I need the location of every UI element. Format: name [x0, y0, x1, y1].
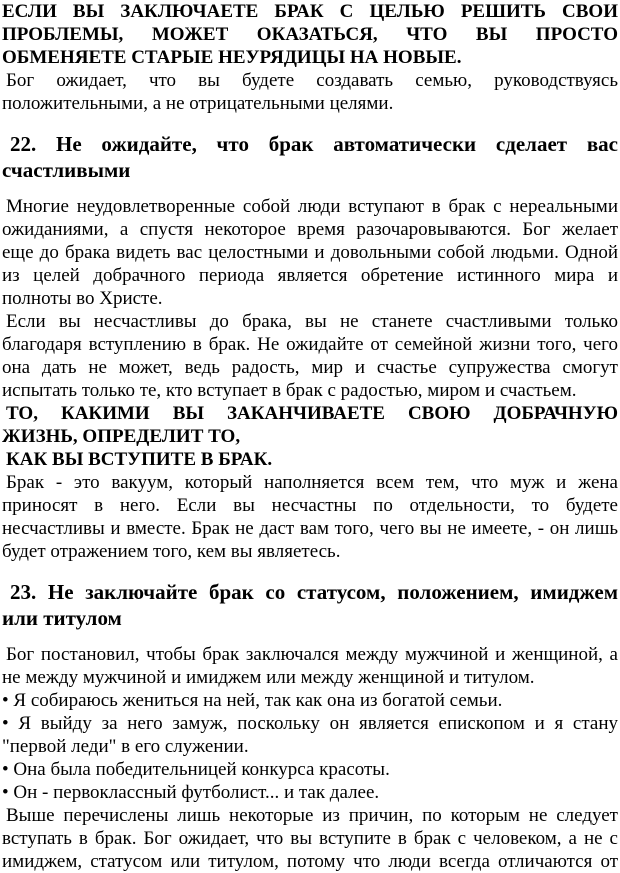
text-line: Если вы несчастливы до брака, вы не станете счастливыми только — [6, 311, 618, 332]
text-line: положительными, а не отрицательными целями. — [2, 93, 394, 114]
heading-line: 23. Не заключайте брак со статусом, положением, имиджем — [10, 580, 618, 604]
document-page — [2, 0, 618, 873]
caps-line: ОБМЕНЯЕТЕ СТАРЫЕ НЕУРЯДИЦЫ НА НОВЫЕ. — [2, 47, 462, 68]
text-line: Выше перечислены лишь некоторые из причин, по которым не следует — [6, 805, 618, 826]
paragraph-intro — [2, 69, 618, 115]
text-line: она дать не может, ведь радость, мир и счастье супружества смогут — [2, 357, 618, 378]
section-23-paragraph-1 — [2, 643, 618, 689]
section-23-bullet-list — [2, 689, 618, 804]
text-line: Многие неудовлетворенные собой люди вступают в брак с нереальными — [6, 196, 618, 217]
caps-line: ПРОБЛЕМЫ, МОЖЕТ ОКАЗАТЬСЯ, ЧТО ВЫ ПРОСТО — [2, 24, 618, 45]
text-line: ожиданиями, а спустя некоторое время разочаровываются. Бог желает — [2, 219, 618, 240]
text-line: Брак - это вакуум, который наполняется всем тем, что муж и жена — [6, 472, 618, 493]
caps-line: ТО, КАКИМИ ВЫ ЗАКАНЧИВАЕТЕ СВОЮ ДОБРАЧНУЮ — [6, 403, 618, 424]
list-item: • Я собираюсь жениться на ней, так как она из богатой семьи. — [2, 690, 503, 711]
caps-line: ЖИЗНЬ, ОПРЕДЕЛИТ ТО, — [2, 426, 241, 447]
caps-statement-1 — [2, 0, 618, 69]
caps-line: ЕСЛИ ВЫ ЗАКЛЮЧАЕТЕ БРАК С ЦЕЛЬЮ РЕШИТЬ СВОИ — [2, 1, 618, 22]
text-line: несчастливы и вместе. Брак не даст вам того, чего вы не имеете, - он лишь — [2, 518, 618, 539]
text-line: благодаря вступлению в брак. Не ожидайте от семейной жизни того, чего — [2, 334, 618, 355]
text-line: вступать в брак. Бог ожидает, что вы вступите в брак с человеком, а не с — [2, 828, 618, 849]
heading-line: или титулом — [2, 606, 122, 630]
section-23-paragraph-2 — [2, 804, 618, 873]
list-item: • Он - первоклассный футболист... и так далее. — [2, 782, 380, 803]
section-22-paragraph-2 — [2, 310, 618, 402]
caps-statement-2 — [2, 402, 618, 471]
heading-line: счастливыми — [2, 158, 131, 182]
text-line: не между мужчиной и имиджем или между женщиной и титулом. — [2, 667, 535, 688]
section-22-paragraph-3 — [2, 471, 618, 563]
section-22-paragraph-1 — [2, 195, 618, 310]
text-line: Бог ожидает, что вы будете создавать семью, руководствуясь — [6, 70, 618, 91]
text-line: полноты во Христе. — [2, 288, 163, 309]
section-23-heading — [2, 579, 618, 631]
list-item: • Я выйду за него замуж, поскольку он является епископом и я стану — [2, 713, 618, 734]
section-22-heading — [2, 131, 618, 183]
list-item: • Она была победительницей конкурса красоты. — [2, 759, 390, 780]
text-line: приносят в него. Если вы несчастны по отдельности, то будете — [2, 495, 618, 516]
text-line: из целей добрачного периода является обретение истинного мира и — [2, 265, 618, 286]
text-line: Бог постановил, чтобы брак заключался между мужчиной и женщиной, а — [6, 644, 618, 665]
heading-line: 22. Не ожидайте, что брак автоматически сделает вас — [10, 132, 618, 156]
text-line: будет отражением того, кем вы являетесь. — [2, 541, 341, 562]
list-item: "первой леди" в его служении. — [2, 736, 249, 757]
text-line: еще до брака видеть вас целостными и довольными собой людьми. Одной — [2, 242, 618, 263]
caps-line: КАК ВЫ ВСТУПИТЕ В БРАК. — [6, 449, 273, 470]
text-line: имиджем, статусом или титулом, потому что люди всегда отличаются от — [2, 851, 618, 872]
text-line: испытать только те, кто вступает в брак с радостью, миром и счастьем. — [2, 380, 577, 401]
